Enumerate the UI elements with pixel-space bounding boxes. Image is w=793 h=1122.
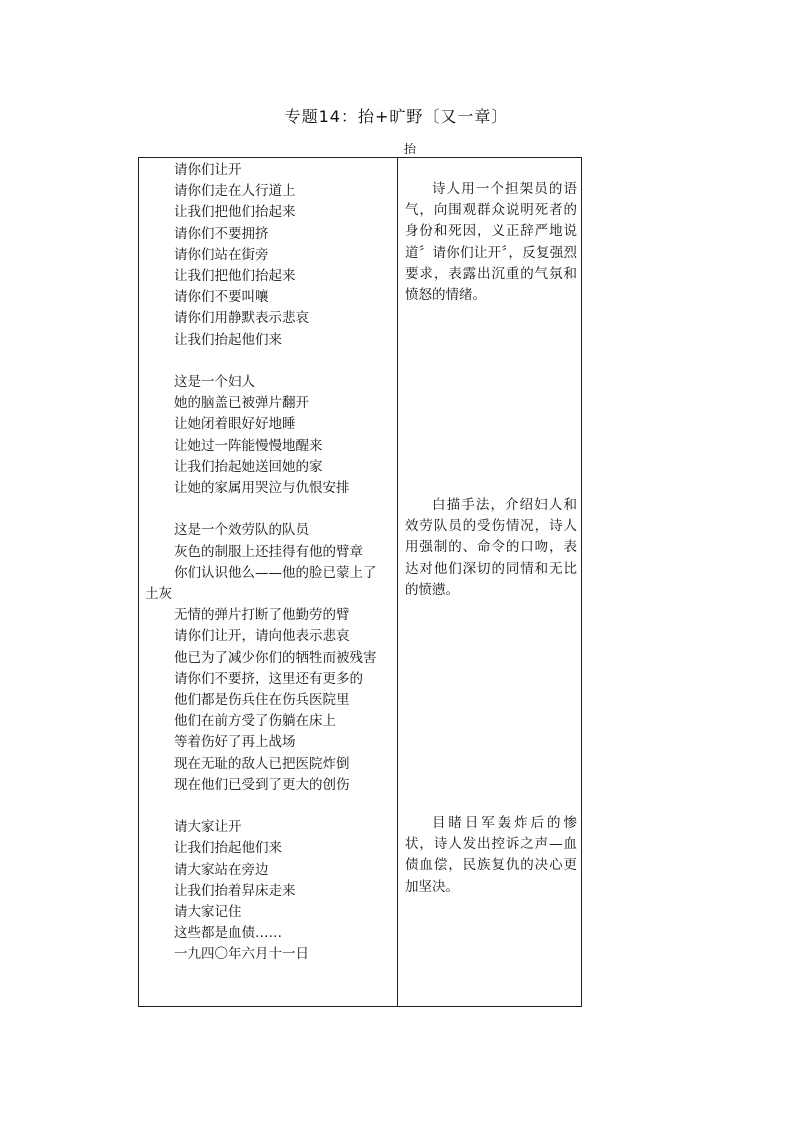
- stanza-2: [145, 372, 389, 499]
- poem-line: 她的脑盖已被弹片翻开: [174, 395, 309, 412]
- poem-line: 请大家记住: [174, 904, 242, 921]
- poem-line: 灰色的制服上还挂得有他的臂章: [174, 543, 363, 560]
- poem-line: 让我们把他们抬起来: [174, 204, 296, 221]
- poem-line: 请你们不要叫嚷: [174, 289, 269, 306]
- poem-analysis-table: [138, 157, 582, 1007]
- stanza-4: [145, 817, 389, 965]
- poem-line: 让我们抬起他们来: [174, 331, 282, 348]
- poem-line: 请大家让开: [174, 819, 242, 836]
- poem-line: 请你们用静默表示悲哀: [174, 310, 309, 327]
- poem-line: 无情的弹片打断了他勤劳的臂: [174, 607, 350, 624]
- poem-line: 现在无耻的敌人已把医院炸倒: [174, 755, 350, 772]
- stanza-1: [145, 160, 389, 351]
- poem-line: 你们认识他么——他的脸已蒙上了土灰: [145, 564, 377, 603]
- analysis-note-1: 诗人用一个担架员的语气，向围观群众说明死者的身份和死因，义正辞严地说道〞请你们让开〞，反复强烈要求，表露出沉重的气氛和愤怒的情绪。: [405, 181, 577, 304]
- stanza-3: [145, 520, 389, 796]
- poem-line: 让她过一阵能慢慢地醒来: [174, 437, 323, 454]
- poem-column: [145, 160, 389, 966]
- poem-date: 一九四〇年六月十一日: [174, 946, 309, 963]
- poem-line: 让我们抬着舁床走来: [174, 882, 296, 899]
- poem-line: 等着伤好了再上战场: [174, 734, 296, 751]
- poem-line: 请你们不要挤，这里还有更多的: [174, 670, 363, 687]
- poem-line: 他们都是伤兵住在伤兵医院里: [174, 692, 350, 709]
- poem-line: 请你们让开，请向他表示悲哀: [174, 628, 350, 645]
- poem-line: 让我们把他们抬起来: [174, 268, 296, 285]
- poem-line: 让我们抬起她送回她的家: [174, 458, 323, 475]
- page-title: 专题14：抬+旷野〔又一章〕: [284, 107, 509, 126]
- poem-line: 让她的家属用哭泣与仇恨安排: [174, 480, 350, 497]
- column-divider: [397, 158, 398, 1006]
- poem-line: 让我们抬起他们来: [174, 840, 282, 857]
- poem-subtitle: 抬: [404, 142, 417, 156]
- poem-line: 请你们不要拥挤: [174, 225, 269, 242]
- poem-line: 请你们站在街旁: [174, 246, 269, 263]
- poem-line: 让她闭着眼好好地睡: [174, 416, 296, 433]
- analysis-note-3: 目睹日军轰炸后的惨状，诗人发出控诉之声—血债血偿，民族复仇的决心更加坚决。: [405, 815, 577, 895]
- poem-line: 这是一个效劳队的队员: [174, 522, 309, 539]
- poem-line: 请你们走在人行道上: [174, 183, 296, 200]
- poem-line: 他已为了减少你们的牺牲而被残害: [174, 649, 377, 666]
- stanza-gap: [145, 499, 389, 520]
- poem-line: 请大家站在旁边: [174, 861, 269, 878]
- analysis-note-2: 白描手法，介绍妇人和效劳队员的受伤情况，诗人用强制的、命令的口吻，表达对他们深切的同情和无比的愤懑。: [405, 497, 577, 598]
- poem-line: 这是一个妇人: [174, 374, 255, 391]
- poem-line: 这些都是血债……: [174, 925, 282, 942]
- stanza-gap: [145, 796, 389, 817]
- poem-line: 现在他们已受到了更大的创伤: [174, 776, 350, 793]
- poem-line: 请你们让开: [174, 162, 242, 178]
- poem-line: 他们在前方受了伤躺在床上: [174, 713, 336, 730]
- stanza-gap: [145, 351, 389, 372]
